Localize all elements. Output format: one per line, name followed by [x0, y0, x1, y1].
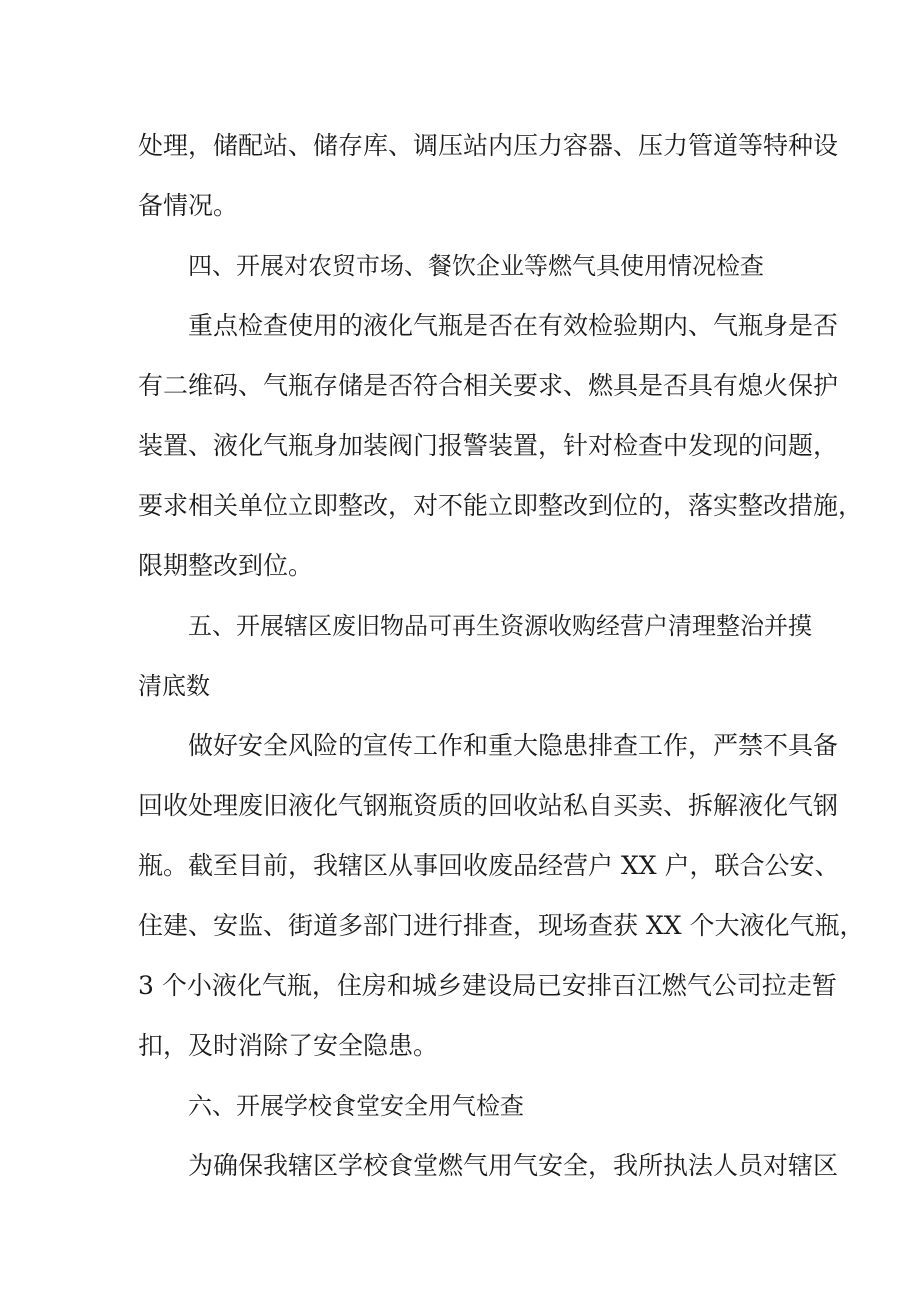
paragraph-line: 处理，储配站、储存库、调压站内压力容器、压力管道等特种设: [138, 131, 839, 160]
paragraph-line: 住建、安监、街道多部门进行排查，现场查获 XX 个大液化气瓶，: [138, 911, 865, 940]
paragraph-line: 重点检查使用的液化气瓶是否在有效检验期内、气瓶身是否: [188, 311, 839, 340]
paragraph-line: 备情况。: [138, 191, 239, 220]
paragraph-line: 做好安全风险的宣传工作和重大隐患排查工作，严禁不具备: [188, 731, 839, 760]
paragraph-line: 装置、液化气瓶身加装阀门报警装置，针对检查中发现的问题，: [138, 431, 839, 460]
paragraph-line: 回收处理废旧液化气钢瓶资质的回收站私自买卖、拆解液化气钢: [138, 791, 839, 820]
section-heading-5: 五、开展辖区废旧物品可再生资源收购经营户清理整治并摸: [188, 612, 812, 640]
paragraph-line: 要求相关单位立即整改，对不能立即整改到位的，落实整改措施，: [138, 491, 864, 520]
section-heading-6: 六、开展学校食堂安全用气检查: [188, 1092, 524, 1120]
paragraph-line: 瓶。截至目前，我辖区从事回收废品经营户 XX 户，联合公安、: [138, 851, 840, 880]
paragraph-line: 限期整改到位。: [138, 551, 314, 580]
section-heading-4: 四、开展对农贸市场、餐饮企业等燃气具使用情况检查: [188, 252, 764, 280]
paragraph-line: 扣，及时消除了安全隐患。: [138, 1031, 439, 1060]
paragraph-line: 有二维码、气瓶存储是否符合相关要求、燃具是否具有熄火保护: [138, 371, 839, 400]
paragraph-line: 为确保我辖区学校食堂燃气用气安全，我所执法人员对辖区: [188, 1151, 839, 1180]
section-heading-5-cont: 清底数: [138, 672, 210, 700]
paragraph-line: 3 个小液化气瓶，住房和城乡建设局已安排百江燃气公司拉走暂: [138, 971, 837, 1000]
